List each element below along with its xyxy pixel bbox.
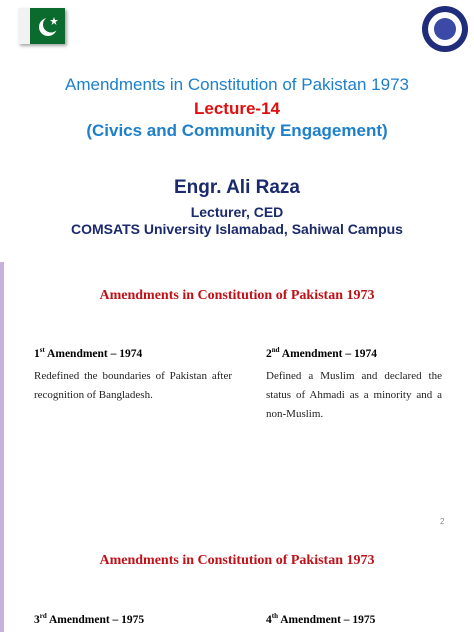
- page-edge-divider: [0, 262, 4, 632]
- amendment-description: Redefined the boundaries of Pakistan after recognition of Bangladesh.: [34, 370, 232, 401]
- university-logo-icon: [422, 6, 468, 52]
- presentation-title: Amendments in Constitution of Pakistan 1973: [65, 75, 409, 94]
- amendment-heading: 1st Amendment – 1974: [34, 346, 143, 360]
- page-number: 2: [440, 517, 445, 526]
- institution-name: COMSATS University Islamabad, Sahiwal Campus: [71, 221, 403, 237]
- amendment-heading: 2nd Amendment – 1974: [266, 346, 377, 360]
- section-title: Amendments in Constitution of Pakistan 1973: [99, 288, 375, 303]
- lecture-number: Lecture-14: [194, 99, 280, 118]
- pakistan-flag-icon: [18, 8, 65, 44]
- amendment-heading: 3rd Amendment – 1975: [34, 612, 145, 626]
- author-role: Lecturer, CED: [190, 204, 284, 220]
- amendment-heading: 4th Amendment – 1975: [266, 612, 376, 626]
- course-name: (Civics and Community Engagement): [86, 121, 388, 140]
- section-title: Amendments in Constitution of Pakistan 1973: [99, 553, 375, 568]
- author-name: Engr. Ali Raza: [174, 177, 300, 198]
- amendment-description: Defined a Muslim and declared the status of Ahmadi as a minority and a non-Muslim.: [266, 370, 442, 420]
